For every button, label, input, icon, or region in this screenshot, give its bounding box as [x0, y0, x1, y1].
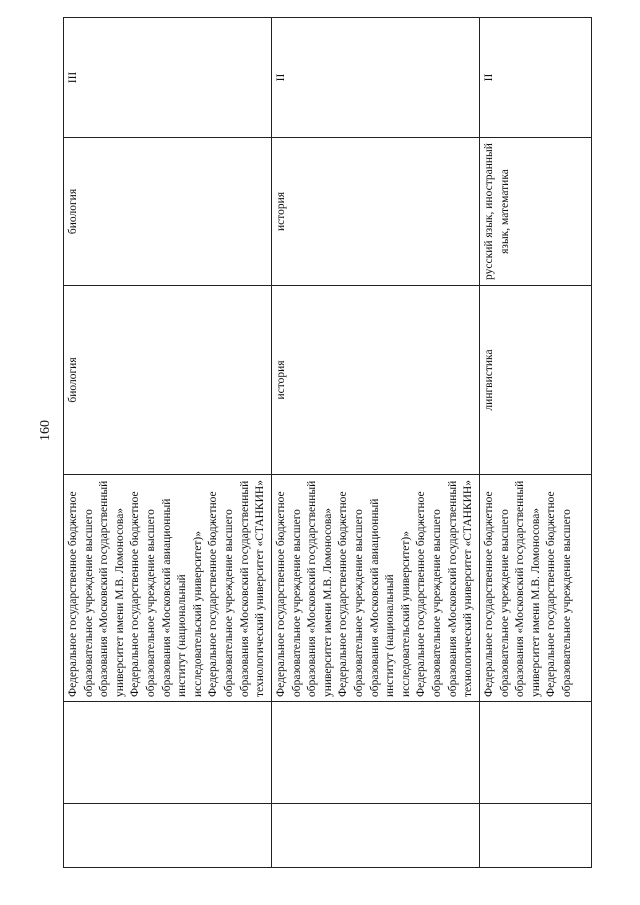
- olympiad-table: [63, 17, 592, 868]
- table-row: [480, 18, 592, 868]
- table-row: [272, 18, 480, 868]
- blank-cell: [272, 804, 480, 868]
- blank-cell: [64, 702, 272, 804]
- table-row: [64, 18, 272, 868]
- level-cell: II: [272, 18, 480, 138]
- organizations-cell: Федеральное государственное бюджетное образовательное учреждение высшего образования «Московский государственный университет имени М.В. Ломоносова» Федеральное государственное бюджетное образовательное учреждение высшего: [480, 475, 592, 702]
- profile-cell: история: [272, 286, 480, 475]
- blank-cell: [64, 804, 272, 868]
- profile-cell: лингвистика: [480, 286, 592, 475]
- organizations-cell: Федеральное государственное бюджетное образовательное учреждение высшего образования «Московский государственный университет имени М.В. Ломоносова» Федеральное государственное бюджетное образовательное учреждение высшего образования «Московский авиационный институт (национальный исследовательский университет)» Федеральное государственное бюджетное образовательное учреждение высшего образования «Московский государственный технологический университет «СТАНКИН»: [272, 475, 480, 702]
- organizations-cell: Федеральное государственное бюджетное образовательное учреждение высшего образования «Московский государственный университет имени М.В. Ломоносова» Федеральное государственное бюджетное образовательное учреждение высшего образования «Московский авиационный институт (национальный исследовательский университет)» Федеральное государственное бюджетное образовательное учреждение высшего образования «Московский государственный технологический университет «СТАНКИН»: [64, 475, 272, 702]
- blank-cell: [480, 804, 592, 868]
- blank-cell: [272, 702, 480, 804]
- blank-cell: [480, 702, 592, 804]
- profile-cell: биология: [64, 286, 272, 475]
- page-number: 160: [38, 420, 53, 441]
- subjects-cell: биология: [64, 138, 272, 286]
- rotated-table-container: [63, 18, 591, 868]
- subjects-cell: история: [272, 138, 480, 286]
- level-cell: III: [64, 18, 272, 138]
- level-cell: II: [480, 18, 592, 138]
- subjects-cell: русский язык, иностранный язык, математика: [480, 138, 592, 286]
